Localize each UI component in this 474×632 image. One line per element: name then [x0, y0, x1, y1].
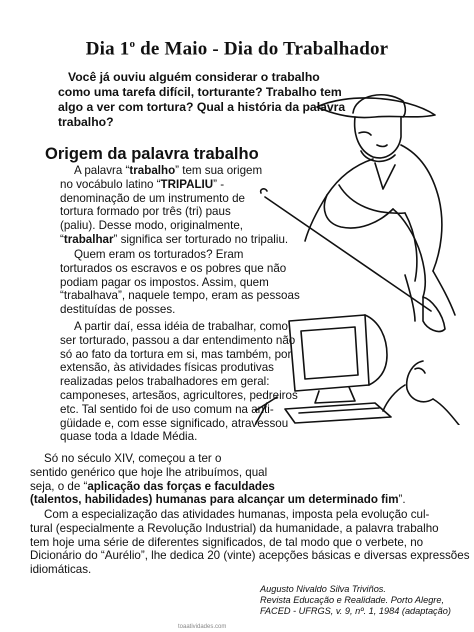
text-line: extensão, às atividades físicas produtivas: [60, 361, 274, 375]
text-line: torturados os escravos e os pobres que não: [60, 261, 287, 275]
text-line: A palavra “trabalho” tem sua origem: [74, 164, 263, 177]
text-line: (paliu). Desse modo, originalmente,: [60, 219, 244, 233]
section-heading: Origem da palavra trabalho: [45, 145, 259, 163]
text-line: idiomáticas.: [30, 563, 92, 577]
text-line: denominação de um instrumento de: [60, 191, 245, 205]
text-line: güidade e, com esse significado, atravessou: [60, 416, 289, 430]
text-line: A partir daí, essa idéia de trabalhar, como: [74, 320, 288, 333]
worker-computer-illustration: [255, 85, 465, 425]
text-line: Dicionário do “Aurélio”, lhe dedica 20 (vinte) acepções básicas e diversas expressões: [30, 549, 470, 563]
text-line: quase toda a Idade Média.: [60, 430, 198, 444]
text-line: ser torturado, passou a dar entendimento não: [60, 333, 296, 347]
text-line: etc. Tal sentido foi de uso comum na anti-: [60, 402, 274, 416]
text-line: podiam pagar os impostos. Assim, quem: [60, 275, 269, 289]
text-line: tortura formado por três (tri) paus: [60, 205, 231, 219]
text-line: Com a especialização das atividades humanas, imposta pela evolução cul-: [44, 508, 430, 521]
page-title: Dia 1$^o$ de Maio - Dia do Trabalhador: [85, 38, 389, 60]
text-line: camponeses, artesãos, agricultores, pedreiros: [60, 388, 298, 402]
source-citation: Augusto Nivaldo Silva Triviños. Revista Educação e Realidade. Porto Alegre, FACED - UFRGS, v. 9, nº. 1, 1984 (adaptação): [260, 584, 451, 616]
text-line: realizadas pelos trabalhadores em geral:: [60, 375, 270, 389]
watermark: toaatividades.com: [178, 624, 227, 630]
text-line: “trabalhar” significa ser torturado no tripaliu.: [60, 232, 289, 246]
text-line: “trabalhava”, naquele tempo, eram as pessoas: [60, 289, 300, 303]
intro-question: Você já ouviu alguém considerar o trabalho como uma tarefa difícil, torturante? Trabalho tem algo a ver com tortura? Qual a história da palavra trabalho?: [58, 70, 346, 129]
text-line: tem hoje uma série de diferentes significados, de tal modo que o verbete, no: [30, 535, 424, 549]
paragraph-origin: [60, 164, 288, 247]
text-line: só ao fato da tortura em si, mas também, por: [60, 347, 292, 361]
text-line: Quem eram os torturados? Eram: [74, 248, 244, 261]
paragraph-specialization: [30, 508, 470, 577]
text-line: no vocábulo latino “TRIPALIU” -: [60, 177, 225, 191]
paragraph-century: Só no século XIV, começou a ter o sentido genérico que hoje lhe atribuímos, qual seja, o de “aplicação das forças e faculdades (talentos, habilidades) humanas para alcançar um determinado fim”.: [30, 452, 406, 507]
text-line: destituídas de posses.: [60, 303, 176, 317]
text-line: tural (especialmente a Revolução Industrial) da humanidade, a palavra trabalho: [30, 521, 439, 535]
